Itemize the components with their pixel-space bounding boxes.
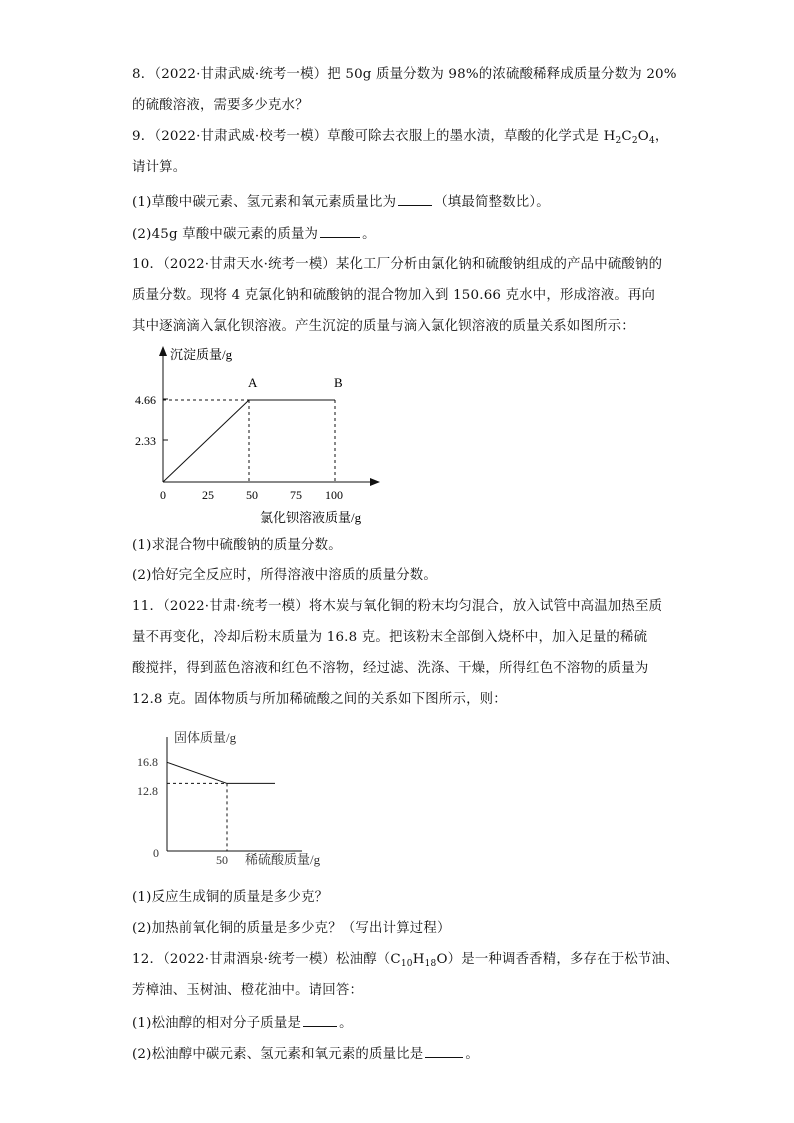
y-axis-label: 沉淀质量/g (170, 347, 233, 362)
q11-part-1: (1)反应生成铜的质量是多少克？ (132, 890, 329, 905)
q12-formula-h: H (412, 952, 425, 967)
q12-part-1-end: 。 (339, 1016, 353, 1031)
q9-part-2-end: 。 (362, 227, 376, 242)
data-line-falling (167, 762, 227, 783)
answer-blank[interactable] (425, 1045, 463, 1058)
q9-part-2-text: (2)45g 草酸中碳元素的质量为 (132, 227, 319, 242)
x-axis-label: 氯化钡溶液质量/g (260, 510, 362, 525)
origin-label: 0 (153, 846, 159, 860)
q9-formula-sub-3: 4 (648, 136, 655, 146)
x-tick-label: 25 (202, 488, 214, 502)
q9-formula-o: O (637, 129, 649, 144)
q10-line-1: 10．（2022·甘肃天水·统考一模）某化工厂分析由氯化钠和硫酸钠组成的产品中硫酸钠的 (132, 257, 663, 272)
q9-formula-c: C (621, 129, 632, 144)
q12-part-2-text: (2)松油醇中碳元素、氢元素和氧元素的质量比是 (132, 1047, 424, 1062)
q12-line-1 (132, 951, 679, 973)
q12-part-1 (132, 1014, 353, 1033)
origin-label: 0 (160, 488, 166, 502)
y-tick-label: 12.8 (137, 784, 158, 798)
q11-line-1: 11．（2022·甘肃·统考一模）将木炭与氧化铜的粉末均匀混合，放入试管中高温加热至质 (132, 599, 663, 614)
q9-text: 9．（2022·甘肃武威·校考一模）草酸可除去衣服上的墨水渍，草酸的化学式是 H (132, 129, 616, 144)
q9-part-1-text: (1)草酸中碳元素、氢元素和氧元素质量比为 (132, 195, 397, 210)
q8-line-1: 8．（2022·甘肃武威·统考一模）把 50g 质量分数为 98%的浓硫酸稀释成质量分数为 20% (132, 67, 677, 82)
point-label-a: A (248, 375, 258, 390)
q11-line-4: 12.8 克。固体物质与所加稀硫酸之间的关系如下图所示，则： (132, 692, 507, 707)
q12-part-2 (132, 1045, 479, 1064)
q12-part-2-end: 。 (465, 1047, 479, 1062)
q10-line-2: 质量分数。现将 4 克氯化钠和硫酸钠的混合物加入到 150.66 克水中，形成溶液。再向 (132, 288, 656, 303)
x-axis-label: 稀硫酸质量/g (245, 852, 321, 867)
q12-text-end: ）是一种调香香精，多存在于松节油、 (447, 952, 679, 967)
q9-formula-sub-1: 2 (615, 136, 622, 146)
x-tick-label: 100 (325, 488, 343, 502)
y-tick-label: 16.8 (137, 755, 158, 769)
q12-formula-o: O (436, 952, 448, 967)
q9-line-2: 请计算。 (132, 160, 187, 175)
q9-text-end: ， (654, 129, 669, 144)
q10-part-1: (1)求混合物中硫酸钠的质量分数。 (132, 538, 342, 553)
y-tick-label: 2.33 (135, 434, 156, 448)
q12-part-1-text: (1)松油醇的相对分子质量是 (132, 1016, 302, 1031)
answer-blank[interactable] (303, 1014, 337, 1027)
q12-formula-sub-2: 18 (424, 959, 437, 969)
q11-part-2: (2)加热前氧化铜的质量是多少克？（写出计算过程） (132, 921, 451, 936)
y-tick-label: 4.66 (135, 393, 156, 407)
x-tick-label: 50 (246, 488, 258, 502)
q12-line-2: 芳樟油、玉树油、橙花油中。请回答： (132, 983, 364, 998)
x-tick-label: 50 (216, 853, 228, 867)
q12-formula-sub-1: 10 (400, 959, 413, 969)
q10-line-3: 其中逐滴滴入氯化钡溶液。产生沉淀的质量与滴入氯化钡溶液的质量关系如图所示： (132, 319, 635, 334)
q11-line-3: 酸搅拌，得到蓝色溶液和红色不溶物，经过滤、洗涤、干燥，所得红色不溶物的质量为 (132, 661, 649, 676)
x-tick-label: 75 (290, 488, 302, 502)
q12-text: 12．（2022·甘肃酒泉·统考一模）松油醇（C (132, 952, 401, 967)
q11-line-2: 量不再变化，冷却后粉末质量为 16.8 克。把该粉末全部倒入烧杯中，加入足量的稀硫 (132, 630, 648, 645)
q10-part-2: (2)恰好完全反应时，所得溶液中溶质的质量分数。 (132, 568, 437, 583)
point-label-b: B (334, 375, 343, 390)
y-axis-label: 固体质量/g (174, 730, 237, 745)
q9-part-1-hint: （填最简整数比）。 (434, 195, 550, 210)
q8-line-2: 的硫酸溶液，需要多少克水？ (132, 98, 309, 113)
q9-formula-sub-2: 2 (631, 136, 638, 146)
